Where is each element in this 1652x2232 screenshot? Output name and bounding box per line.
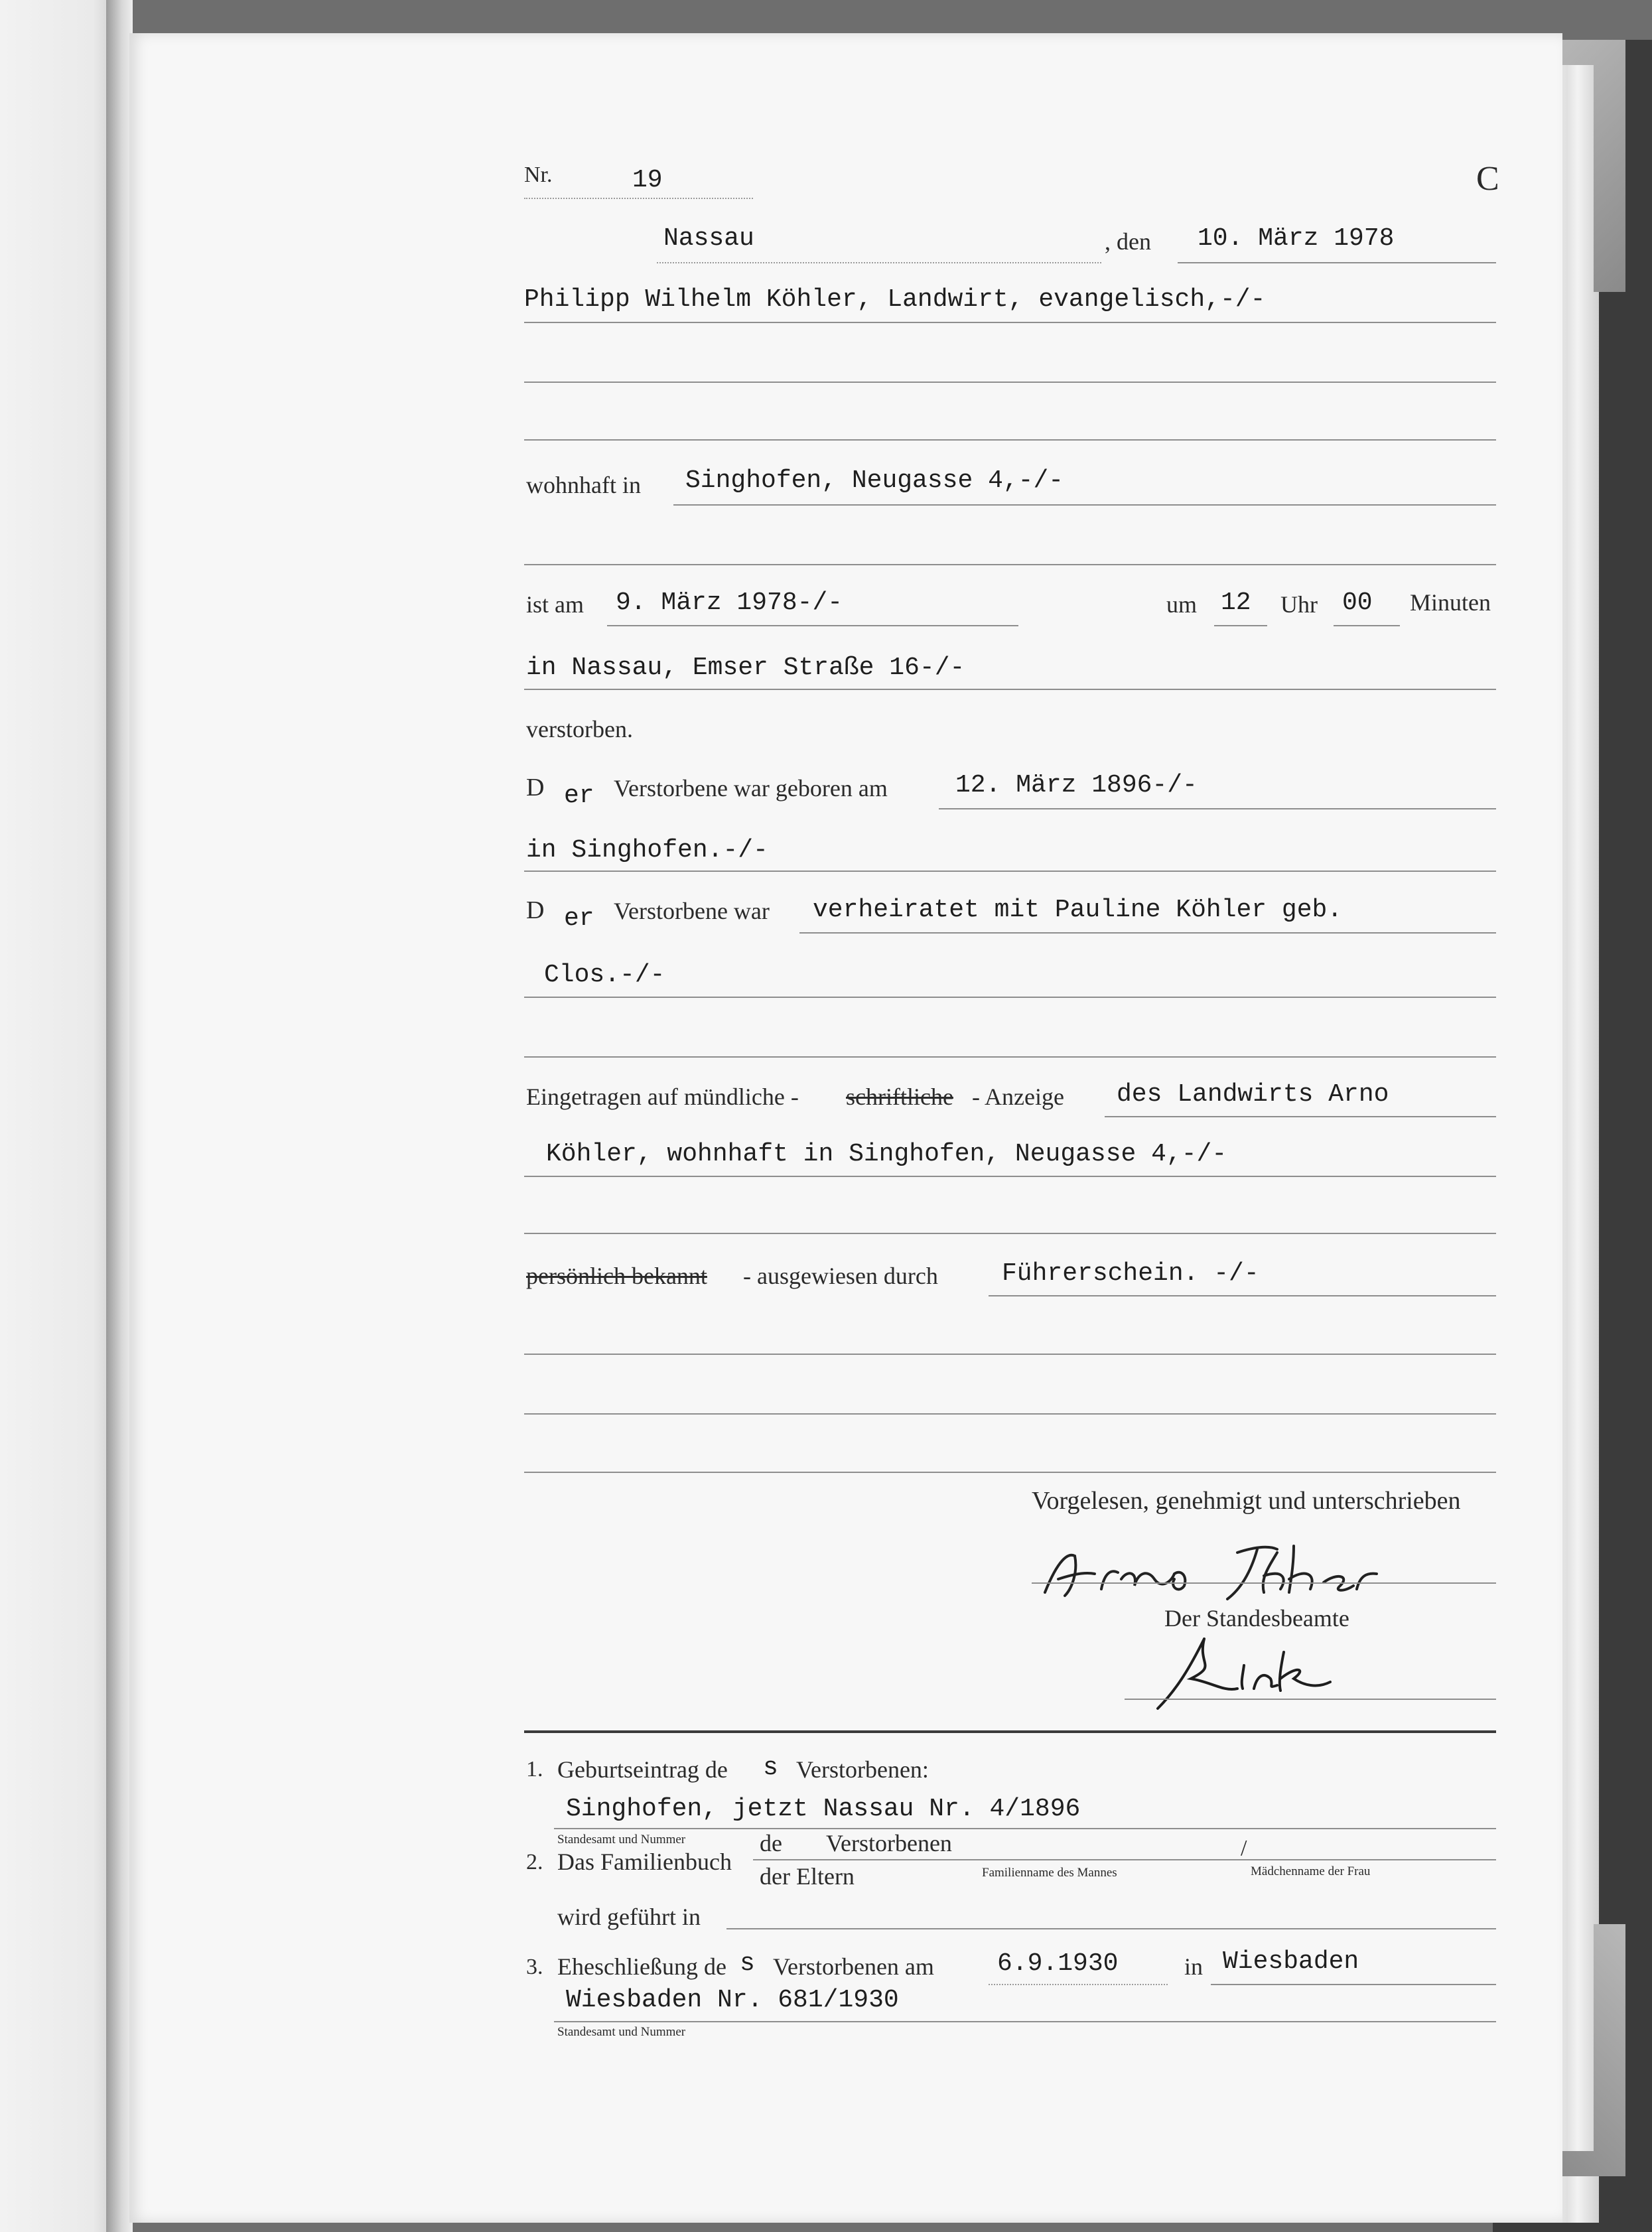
- birth-place: in Singhofen.-/-: [526, 836, 768, 865]
- verstorben-label: verstorben.: [526, 716, 633, 742]
- informant-signature: [1038, 1533, 1410, 1606]
- residence-line-2: [524, 564, 1496, 565]
- informant-signature-drawing: [1038, 1533, 1410, 1606]
- item2-caption-wife: Mädchenname der Frau: [1251, 1864, 1371, 1878]
- item1-line: [554, 1828, 1496, 1829]
- item1-value: Singhofen, jetzt Nassau Nr. 4/1896: [566, 1795, 1081, 1823]
- death-place: in Nassau, Emser Straße 16-/-: [526, 654, 965, 682]
- uhr-label: Uhr: [1280, 591, 1318, 618]
- item3-date-line: [989, 1984, 1168, 1985]
- death-date-label: ist am: [526, 591, 584, 618]
- birth-label: Verstorbene war geboren am: [614, 775, 888, 802]
- item1-num: 1.: [526, 1757, 543, 1781]
- birth-date-line: [939, 808, 1496, 809]
- item3-suffix: s: [740, 1949, 755, 1978]
- notice-strike: schriftliche: [846, 1083, 953, 1110]
- registry-date: 10. März 1978: [1198, 224, 1395, 253]
- identity-line-3: [524, 1413, 1496, 1415]
- item2-num: 2.: [526, 1850, 543, 1874]
- deceased-line: Philipp Wilhelm Köhler, Landwirt, evangelisch,-/-: [524, 285, 1266, 314]
- birth-place-line: [524, 871, 1496, 872]
- registry-place: Nassau: [663, 224, 754, 253]
- notice-line-3: [524, 1233, 1496, 1234]
- identity-line-4: [524, 1472, 1496, 1473]
- birth-d: D: [526, 774, 545, 802]
- registrar-label: Der Standesbeamte: [1164, 1605, 1349, 1632]
- residence-label: wohnhaft in: [526, 472, 641, 498]
- identity-line: [989, 1295, 1496, 1296]
- death-date: 9. März 1978-/-: [616, 589, 843, 617]
- item2-line: [753, 1859, 1496, 1860]
- marital-line-2: [524, 997, 1496, 998]
- marital-value-2: Clos.-/-: [544, 961, 665, 989]
- item3-num: 3.: [526, 1955, 543, 1979]
- identity-line-2: [524, 1354, 1496, 1355]
- item3-date: 6.9.1930: [997, 1949, 1119, 1978]
- item2-slash: /: [1241, 1836, 1247, 1860]
- um-label: um: [1166, 591, 1198, 618]
- notice-value-2: Köhler, wohnhaft in Singhofen, Neugasse 4,-/-: [546, 1140, 1227, 1168]
- item2-label: Das Familienbuch: [557, 1848, 732, 1875]
- item3-place: Wiesbaden: [1223, 1947, 1359, 1976]
- identity-label: - ausgewiesen durch: [743, 1263, 938, 1289]
- nr-label: Nr.: [524, 163, 553, 187]
- footer-separator: [524, 1730, 1496, 1733]
- item2-der-eltern: der Eltern: [760, 1863, 855, 1890]
- item3-value: Wiesbaden Nr. 681/1930: [566, 1986, 899, 2014]
- register-letter: C: [1476, 160, 1499, 198]
- notice-line-2: [524, 1176, 1496, 1177]
- death-date-line: [607, 625, 1018, 626]
- marital-line-3: [524, 1056, 1496, 1058]
- marital-line-1: [799, 932, 1496, 934]
- left-page: [0, 0, 116, 2232]
- birth-er: er: [564, 782, 594, 810]
- item3-label2: Verstorbenen am: [773, 1953, 934, 1980]
- hour-line: [1214, 625, 1267, 626]
- item3-place-line: [1211, 1984, 1496, 1985]
- residence-value: Singhofen, Neugasse 4,-/-: [685, 466, 1064, 495]
- death-hour: 12: [1221, 589, 1251, 617]
- marital-label: Verstorbene war: [614, 898, 770, 924]
- birth-date: 12. März 1896-/-: [955, 771, 1198, 800]
- record-number: 19: [632, 166, 663, 194]
- item3-caption: Standesamt und Nummer: [557, 2025, 686, 2039]
- minuten-label: Minuten: [1410, 589, 1491, 616]
- item1-caption: Standesamt und Nummer: [557, 1833, 686, 1847]
- marital-er: er: [564, 904, 594, 933]
- residence-line: [673, 504, 1496, 506]
- informant-signature-line: [1032, 1582, 1496, 1584]
- item3-line: [554, 2021, 1496, 2022]
- death-minute: 00: [1342, 589, 1373, 617]
- item2-de: de: [760, 1830, 782, 1856]
- nr-line: [524, 198, 753, 199]
- item2-caption-husband: Familienname des Mannes: [982, 1866, 1117, 1880]
- minute-line: [1334, 625, 1400, 626]
- item1-label2: Verstorbenen:: [796, 1756, 929, 1783]
- deceased-underline-1: [524, 322, 1496, 323]
- date-line: [1178, 262, 1496, 263]
- read-approved-text: Vorgelesen, genehmigt und unterschrieben: [1032, 1487, 1461, 1515]
- notice-label-2: - Anzeige: [972, 1083, 1064, 1110]
- item2-value: Verstorbenen: [826, 1830, 952, 1856]
- marital-value-1: verheiratet mit Pauline Köhler geb.: [813, 896, 1343, 924]
- item2-gefuehrt-line: [726, 1928, 1496, 1929]
- marital-d: D: [526, 896, 545, 924]
- deceased-underline-3: [524, 439, 1496, 441]
- deceased-underline-2: [524, 382, 1496, 383]
- document-page: [129, 33, 1562, 2223]
- registrar-signature-line: [1125, 1699, 1496, 1700]
- death-place-line: [524, 689, 1496, 690]
- gutter-shadow: [106, 0, 133, 2232]
- notice-value-1: des Landwirts Arno: [1117, 1080, 1389, 1109]
- notice-line-1: [1105, 1116, 1496, 1117]
- item1-suffix: s: [763, 1754, 778, 1782]
- identity-value: Führerschein. -/-: [1002, 1259, 1259, 1288]
- den-label: , den: [1105, 228, 1151, 255]
- item3-label: Eheschließung de: [557, 1953, 726, 1980]
- identity-strike: persönlich bekannt: [526, 1263, 707, 1289]
- item2-gefuehrt: wird geführt in: [557, 1904, 701, 1930]
- notice-label-1: Eingetragen auf mündliche -: [526, 1083, 799, 1110]
- item3-in: in: [1184, 1953, 1204, 1980]
- item1-label: Geburtseintrag de: [557, 1756, 728, 1783]
- place-line: [657, 262, 1101, 263]
